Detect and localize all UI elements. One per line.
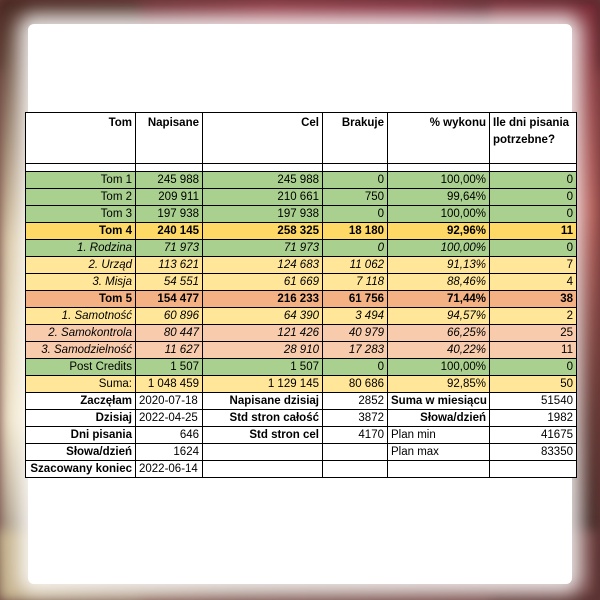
row-napisane: 154 477 [136,291,203,308]
table-row [26,240,577,257]
stat-label: Słowa/dzień [26,444,136,461]
stat-value: 51540 [490,393,577,410]
row-cel: 1 129 145 [203,376,323,393]
row-brakuje: 3 494 [323,308,388,325]
stat-value [323,444,388,461]
stats-row [26,410,577,427]
row-name: Tom 4 [26,223,136,240]
table-row [26,291,577,308]
header-tom: Tom [26,113,136,164]
stats-row [26,461,577,478]
row-name: Tom 5 [26,291,136,308]
row-dni: 7 [490,257,577,274]
stats-row [26,444,577,461]
table-row [26,308,577,325]
stat-label: Szacowany koniec [26,461,136,478]
row-procent: 71,44% [388,291,490,308]
row-name: Tom 3 [26,206,136,223]
row-napisane: 240 145 [136,223,203,240]
stat-label: Std stron cel [203,427,323,444]
row-name: 2. Urząd [26,257,136,274]
row-procent: 92,96% [388,223,490,240]
row-cel: 61 669 [203,274,323,291]
header-procent: % wykonu [388,113,490,164]
stat-label [203,461,323,478]
stat-label: Plan min [388,427,490,444]
stat-label: Napisane dzisiaj [203,393,323,410]
row-napisane: 71 973 [136,240,203,257]
table-row [26,257,577,274]
row-cel: 258 325 [203,223,323,240]
row-procent: 100,00% [388,206,490,223]
row-cel: 71 973 [203,240,323,257]
stats-row [26,393,577,410]
row-brakuje: 18 180 [323,223,388,240]
row-brakuje: 11 062 [323,257,388,274]
stat-value: 2020-07-18 [136,393,203,410]
stat-value: 3872 [323,410,388,427]
row-brakuje: 40 979 [323,325,388,342]
row-cel: 210 661 [203,189,323,206]
stat-value: 4170 [323,427,388,444]
row-procent: 40,22% [388,342,490,359]
stat-value: 2022-06-14 [136,461,203,478]
row-brakuje: 80 686 [323,376,388,393]
row-napisane: 80 447 [136,325,203,342]
stat-label: Zaczęłam [26,393,136,410]
row-cel: 28 910 [203,342,323,359]
stat-label: Plan max [388,444,490,461]
stat-label: Suma w miesiącu [388,393,490,410]
row-dni: 25 [490,325,577,342]
row-dni: 11 [490,223,577,240]
stat-label [388,461,490,478]
table-row [26,223,577,240]
row-cel: 197 938 [203,206,323,223]
table-row [26,206,577,223]
row-procent: 100,00% [388,172,490,189]
row-cel: 245 988 [203,172,323,189]
row-cel: 64 390 [203,308,323,325]
stat-label: Słowa/dzień [388,410,490,427]
stat-label [203,444,323,461]
stat-label: Dzisiaj [26,410,136,427]
row-dni: 50 [490,376,577,393]
row-name: 1. Rodzina [26,240,136,257]
row-dni: 0 [490,359,577,376]
stat-value: 2022-04-25 [136,410,203,427]
header-napisane: Napisane [136,113,203,164]
row-brakuje: 0 [323,240,388,257]
stat-value [490,461,577,478]
row-name: 3. Misja [26,274,136,291]
row-napisane: 1 048 459 [136,376,203,393]
row-napisane: 54 551 [136,274,203,291]
row-dni: 4 [490,274,577,291]
row-brakuje: 61 756 [323,291,388,308]
progress-table [25,112,577,478]
row-dni: 0 [490,172,577,189]
row-name: Tom 1 [26,172,136,189]
table-row [26,342,577,359]
row-brakuje: 0 [323,172,388,189]
row-name: Tom 2 [26,189,136,206]
row-name: Post Credits [26,359,136,376]
table-row [26,274,577,291]
stat-label: Std stron całość [203,410,323,427]
row-brakuje: 0 [323,206,388,223]
header-dni: Ile dni pisania potrzebne? [490,113,577,164]
row-procent: 100,00% [388,359,490,376]
row-name: 3. Samodzielność [26,342,136,359]
stat-value: 1982 [490,410,577,427]
row-cel: 124 683 [203,257,323,274]
row-cel: 216 233 [203,291,323,308]
row-procent: 100,00% [388,240,490,257]
row-brakuje: 7 118 [323,274,388,291]
row-dni: 0 [490,240,577,257]
row-cel: 121 426 [203,325,323,342]
row-napisane: 1 507 [136,359,203,376]
row-napisane: 60 896 [136,308,203,325]
stats-row [26,427,577,444]
row-procent: 66,25% [388,325,490,342]
row-napisane: 113 621 [136,257,203,274]
stat-value: 646 [136,427,203,444]
row-cel: 1 507 [203,359,323,376]
row-napisane: 209 911 [136,189,203,206]
spacer-row [26,164,577,172]
row-procent: 99,64% [388,189,490,206]
row-name: 2. Samokontrola [26,325,136,342]
row-brakuje: 0 [323,359,388,376]
stat-value: 83350 [490,444,577,461]
header-brakuje: Brakuje [323,113,388,164]
row-procent: 91,13% [388,257,490,274]
row-dni: 0 [490,189,577,206]
header-row [26,113,577,164]
row-napisane: 245 988 [136,172,203,189]
row-napisane: 197 938 [136,206,203,223]
row-procent: 94,57% [388,308,490,325]
sum-row [26,376,577,393]
row-name: 1. Samotność [26,308,136,325]
row-brakuje: 17 283 [323,342,388,359]
stat-value: 1624 [136,444,203,461]
stat-label: Dni pisania [26,427,136,444]
stat-value [323,461,388,478]
table-row [26,189,577,206]
table-row [26,172,577,189]
row-napisane: 11 627 [136,342,203,359]
row-dni: 2 [490,308,577,325]
stat-value: 2852 [323,393,388,410]
stat-value: 41675 [490,427,577,444]
row-name: Suma: [26,376,136,393]
header-cel: Cel [203,113,323,164]
row-brakuje: 750 [323,189,388,206]
table-row [26,325,577,342]
row-dni: 0 [490,206,577,223]
row-procent: 92,85% [388,376,490,393]
row-procent: 88,46% [388,274,490,291]
row-dni: 38 [490,291,577,308]
row-dni: 11 [490,342,577,359]
table-row [26,359,577,376]
